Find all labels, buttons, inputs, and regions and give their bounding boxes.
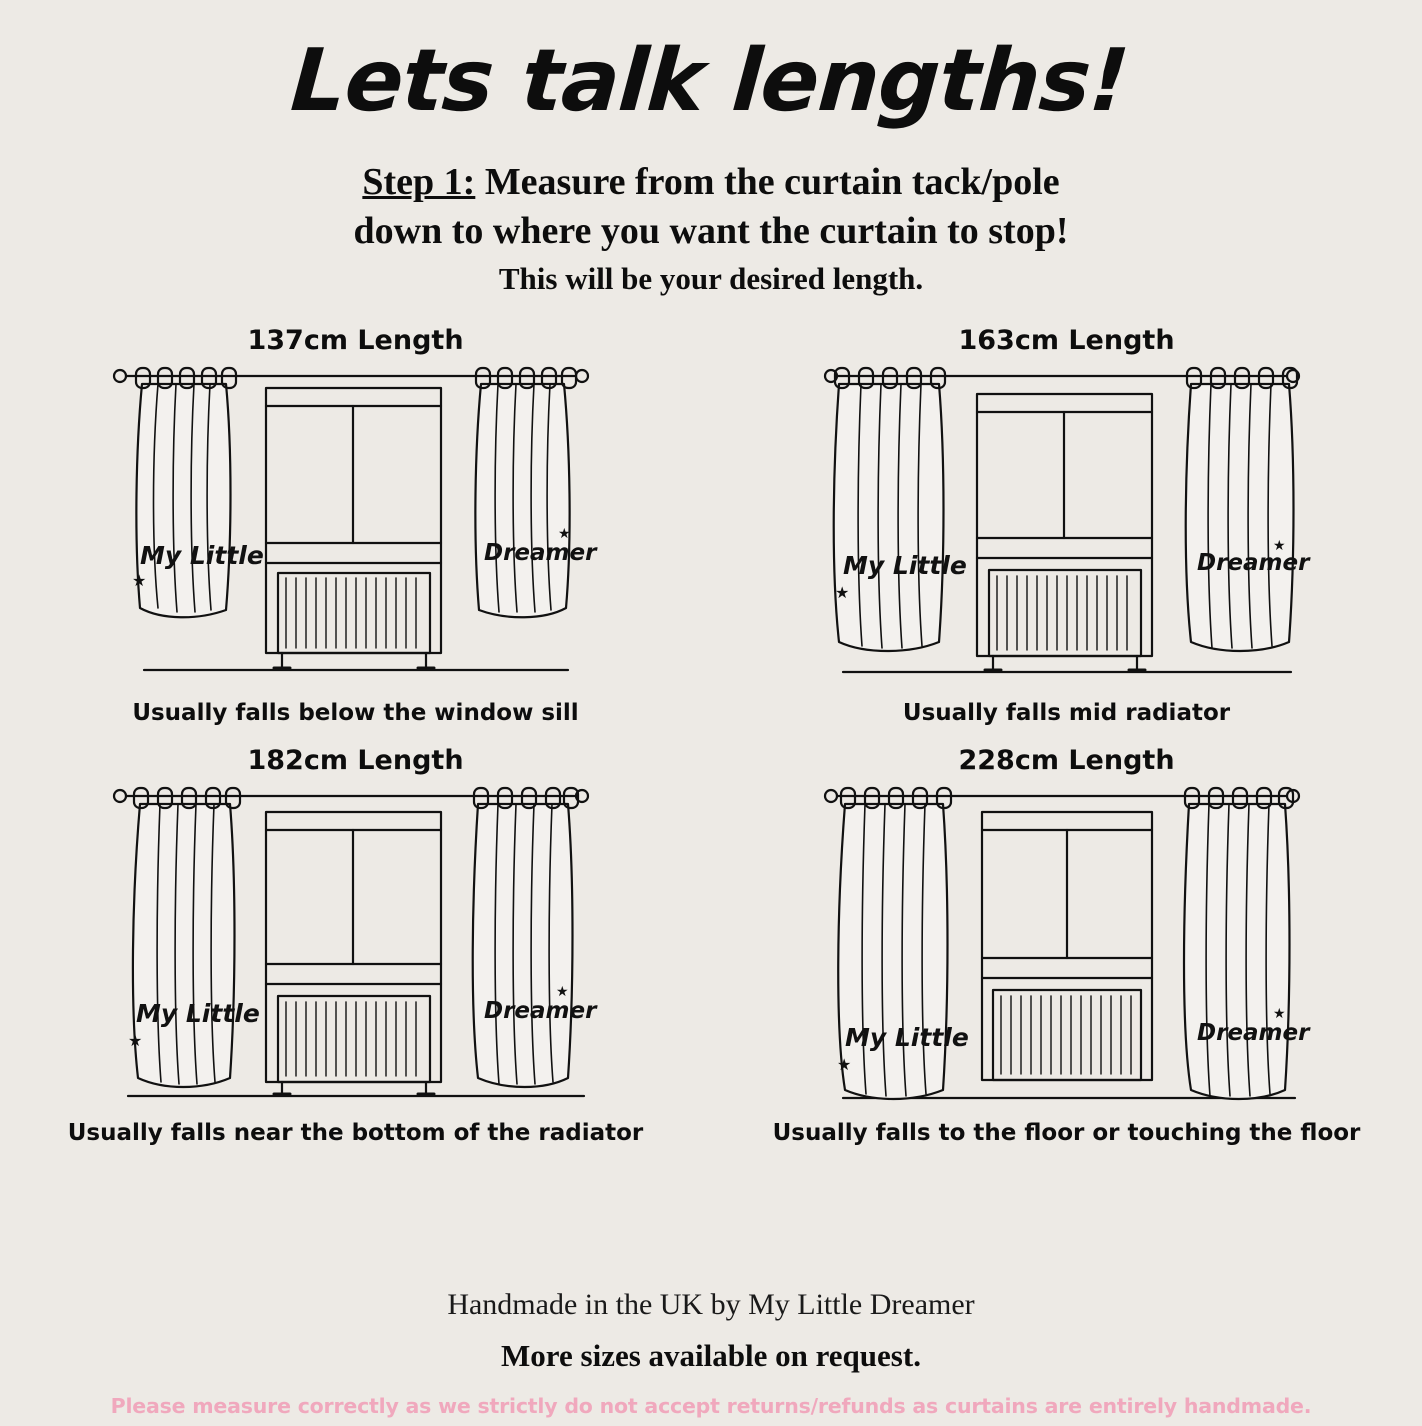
panel-228cm (711, 745, 1422, 1165)
panel-caption-137cm: Usually falls below the window sill (132, 700, 579, 727)
panel-title-163cm: 163cm Length (958, 325, 1175, 357)
curtain-label-right-182cm: Dreamer (483, 998, 596, 1025)
svg-text:★: ★ (1272, 1007, 1286, 1023)
panel-182cm (0, 745, 711, 1165)
step-instructions (0, 158, 1422, 297)
curtain-diagram-137cm (106, 358, 606, 698)
step-text-2: down to where you want the curtain to stop! (353, 209, 1069, 252)
svg-text:★: ★ (555, 985, 569, 1001)
page-title: Lets talk lengths! (287, 31, 1132, 131)
step-label: Step 1: (362, 161, 476, 203)
curtain-label-left-163cm: My Little (842, 551, 967, 581)
curtain-diagram-182cm (106, 778, 606, 1118)
svg-text:★: ★ (557, 527, 571, 543)
footer-warning-note: Please measure correctly as we strictly do not accept returns/refunds as curtains are entirely handmade. (110, 1394, 1312, 1418)
curtain-label-left-137cm: My Little (139, 541, 264, 571)
curtain-diagram-163cm (817, 358, 1317, 698)
panel-163cm (711, 325, 1422, 745)
panel-caption-163cm: Usually falls mid radiator (902, 700, 1231, 727)
step-text-1: Measure from the curtain tack/pole (484, 161, 1060, 203)
curtain-label-right-163cm: Dreamer (1196, 550, 1309, 577)
footer (0, 1288, 1422, 1418)
svg-text:★: ★ (131, 573, 146, 591)
footer-handmade-note: Handmade in the UK by My Little Dreamer (447, 1288, 975, 1321)
svg-text:★: ★ (127, 1033, 142, 1051)
step-text-3: This will be your desired length. (498, 261, 924, 297)
curtain-label-left-182cm: My Little (135, 999, 260, 1029)
svg-text:★: ★ (836, 1057, 851, 1075)
curtain-label-right-137cm: Dreamer (483, 540, 596, 567)
footer-sizes-note: More sizes available on request. (501, 1338, 921, 1373)
curtain-label-left-228cm: My Little (844, 1023, 969, 1053)
panel-137cm (0, 325, 711, 745)
length-panels-grid (0, 325, 1422, 1165)
panel-caption-182cm: Usually falls near the bottom of the radiator (67, 1120, 644, 1147)
svg-text:★: ★ (1272, 539, 1286, 555)
curtain-label-right-228cm: Dreamer (1196, 1020, 1309, 1047)
panel-caption-228cm: Usually falls to the floor or touching the floor (772, 1120, 1361, 1147)
svg-text:★: ★ (834, 585, 849, 603)
panel-title-228cm: 228cm Length (958, 745, 1175, 777)
step-line-1 (0, 158, 1422, 207)
curtain-diagram-228cm (817, 778, 1317, 1118)
panel-title-182cm: 182cm Length (247, 745, 464, 777)
panel-title-137cm: 137cm Length (247, 325, 464, 357)
